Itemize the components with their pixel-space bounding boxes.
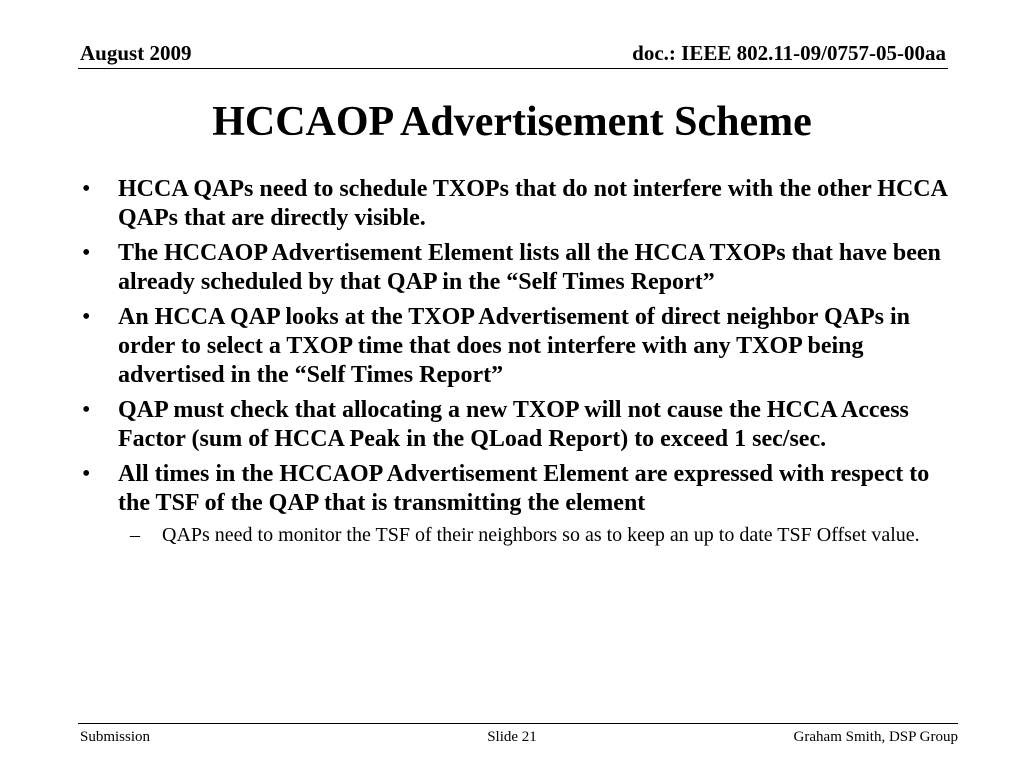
footer-divider <box>78 723 958 724</box>
bullet-marker: • <box>82 304 91 330</box>
footer-submission: Submission <box>80 729 151 745</box>
bullet-text: HCCA QAPs need to schedule TXOPs that do not interfere with the other HCCA QAPs that are directly visible. <box>118 176 947 231</box>
bullet-text: All times in the HCCAOP Advertisement Element are expressed with respect to the TSF of the QAP that is transmitting the element <box>118 461 930 516</box>
footer-slide-number: Slide 21 <box>487 729 537 745</box>
slide-title: HCCAOP Advertisement Scheme <box>212 99 812 145</box>
bullet-text: QAP must check that allocating a new TXOP will not cause the HCCA Access Factor (sum of HCCA Peak in the QLoad Report) to exceed 1 sec/sec. <box>118 397 909 452</box>
sub-bullet-marker: – <box>130 524 140 546</box>
bullet-marker: • <box>82 461 91 487</box>
bullet-marker: • <box>82 176 91 202</box>
bullet-marker: • <box>82 240 91 266</box>
bullet-text: The HCCAOP Advertisement Element lists all the HCCA TXOPs that have been already scheduled by that QAP in the “Self Times Report” <box>118 240 941 295</box>
bullet-item <box>78 460 958 518</box>
slide-body <box>78 175 958 548</box>
bullet-item <box>78 396 958 454</box>
bullet-item <box>78 175 958 233</box>
bullet-marker: • <box>82 397 91 423</box>
footer-author: Graham Smith, DSP Group <box>793 729 958 745</box>
header-divider <box>78 68 948 69</box>
header-date: August 2009 <box>80 41 192 65</box>
sub-bullet-item <box>78 523 958 548</box>
bullet-item <box>78 303 958 390</box>
header-doc-id: doc.: IEEE 802.11-09/0757-05-00aa <box>632 41 946 65</box>
bullet-item <box>78 239 958 297</box>
bullet-text: An HCCA QAP looks at the TXOP Advertisement of direct neighbor QAPs in order to select a TXOP time that does not interfere with any TXOP being advertised in the “Self Times Report” <box>118 304 911 388</box>
sub-bullet-text: QAPs need to monitor the TSF of their neighbors so as to keep an up to date TSF Offset value. <box>162 524 920 546</box>
